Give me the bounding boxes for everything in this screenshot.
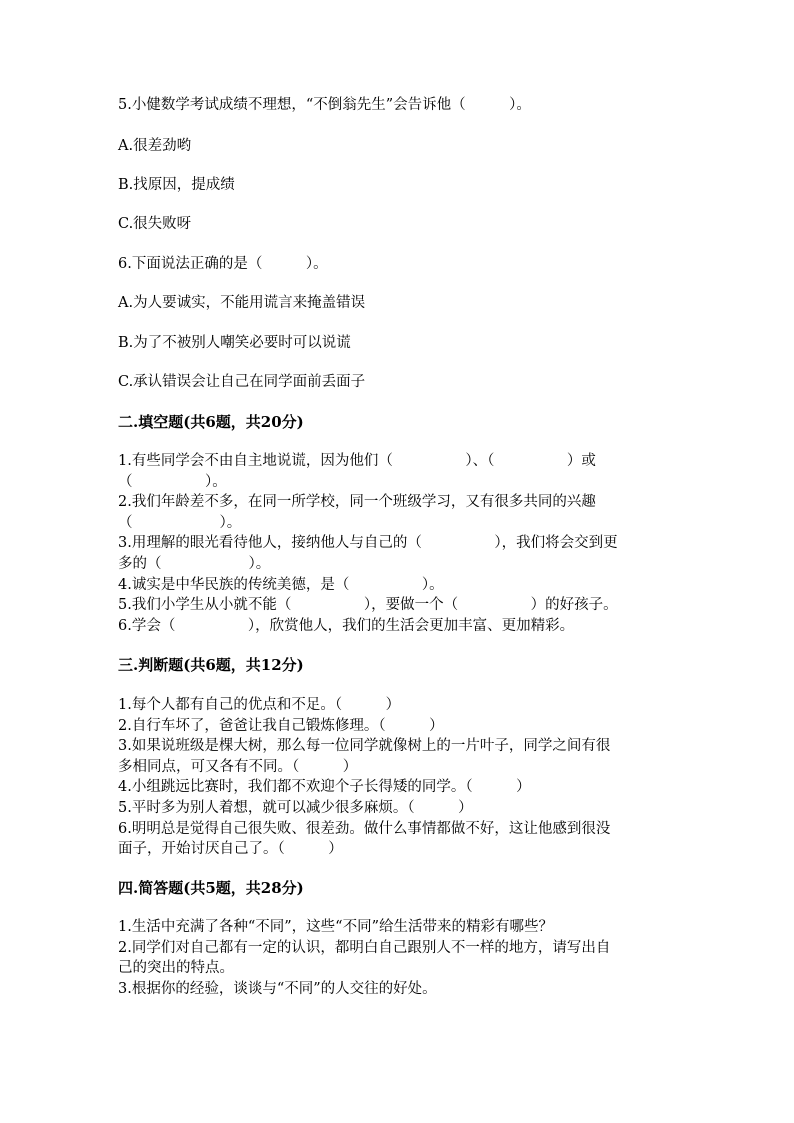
judge-line: 2.自行车坏了，爸爸让我自己锻炼修理。（ ） [118,717,444,734]
question-6-stem: 6.下面说法正确的是（ ）。 [118,256,328,272]
short-question-list [118,917,678,999]
short-line: 2.同学们对自己都有一定的认识，都明白自己跟别人不一样的地方，请写出自 [118,939,611,956]
fill-line: 5.我们小学生从小就不能（ ），要做一个（ ）的好孩子。 [118,597,618,614]
section-heading-short: 四.简答题(共5题，共28分) [118,879,304,897]
exam-page [118,0,678,1123]
judge-line: 1.每个人都有自己的优点和不足。（ ） [118,697,401,713]
fill-line: 6.学会（ ），欣赏他人，我们的生活会更加丰富、更加精彩。 [118,617,575,634]
short-line: 1.生活中充满了各种“不同”，这些“不同”给生活带来的精彩有哪些？ [118,919,553,935]
section-heading-judge: 三.判断题(共6题，共12分) [118,656,304,674]
fill-line: （ ）。 [118,473,227,490]
question-6-option-b: B.为了不被别人嘲笑必要时可以说谎 [118,335,351,351]
short-line: 己的突出的特点。 [118,960,234,977]
fill-question-list [118,451,678,636]
judge-question-list [118,695,678,860]
judge-line: 6.明明总是觉得自己很失败、很差劲。做什么事情都做不好，这让他感到很没 [118,820,611,837]
judge-line: 多相同点，可又各有不同。（ ） [118,758,358,775]
question-5-option-b: B.找原因，提成绩 [118,177,235,193]
question-5-option-a: A.很差劲哟 [118,138,192,154]
question-5-stem: 5.小健数学考试成绩不理想，“不倒翁先生”会告诉他（ ）。 [118,97,531,113]
judge-line: 4.小组跳远比赛时，我们都不欢迎个子长得矮的同学。（ ） [118,779,531,796]
section-heading-fill: 二.填空题(共6题，共20分) [118,413,304,431]
fill-line: （ ）。 [118,514,242,531]
fill-line: 2.我们年龄差不多，在同一所学校，同一个班级学习，又有很多共同的兴趣 [118,494,596,511]
question-6-option-c: C.承认错误会让自己在同学面前丢面子 [118,374,366,390]
judge-line: 3.如果说班级是棵大树，那么每一位同学就像树上的一片叶子，同学之间有很 [118,738,611,755]
question-5-option-c: C.很失败呀 [118,216,192,232]
fill-line: 4.诚实是中华民族的传统美德，是（ ）。 [118,576,444,593]
judge-line: 面子，开始讨厌自己了。（ ） [118,841,343,858]
judge-line: 5.平时多为别人着想，就可以减少很多麻烦。（ ） [118,799,473,816]
question-6-option-a: A.为人要诚实，不能用谎言来掩盖错误 [118,295,366,311]
fill-line: 多的（ ）。 [118,555,271,572]
fill-line: 3.用理解的眼光看待他人，接纳他人与自己的（ ），我们将会交到更 [118,535,618,552]
fill-line: 1.有些同学会不由自主地说谎，因为他们（ ）、（ ）或 [118,453,596,469]
short-line: 3.根据你的经验，谈谈与“不同”的人交往的好处。 [118,980,437,997]
